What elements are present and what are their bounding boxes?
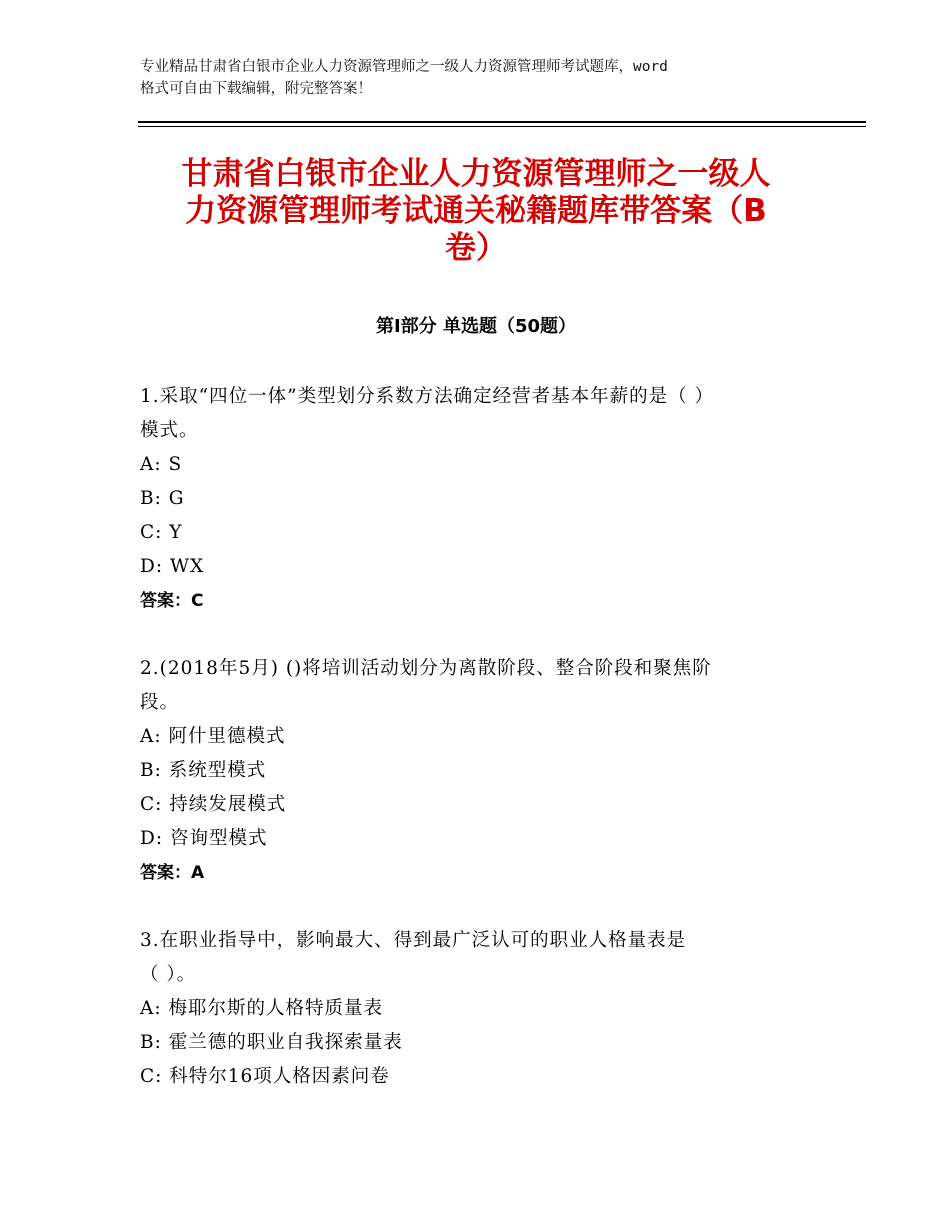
question-2 xyxy=(140,652,812,890)
option-c: C: 科特尔16项人格因素问卷 xyxy=(140,1066,390,1087)
document-title-line: 甘肃省白银市企业人力资源管理师之一级人 xyxy=(181,156,771,192)
question-stem xyxy=(140,380,812,448)
option-c: C: Y xyxy=(140,522,183,543)
header-note xyxy=(140,56,830,100)
question-stem-line: （ ）。 xyxy=(140,964,197,985)
question-stem xyxy=(140,652,812,720)
option-list xyxy=(140,992,812,1094)
answer: 答案：A xyxy=(140,863,205,883)
option-b: B: G xyxy=(140,488,185,509)
section-title: 第Ⅰ部分 单选题（50题） xyxy=(375,316,576,337)
header-divider-thick xyxy=(138,121,866,123)
option-a: A: 梅耶尔斯的人格特质量表 xyxy=(140,998,383,1019)
question-stem-line: 1.采取“四位一体”类型划分系数方法确定经营者基本年薪的是（ ） xyxy=(140,386,714,407)
question-stem-line: 模式。 xyxy=(140,420,199,441)
question-1 xyxy=(140,380,812,618)
option-list xyxy=(140,448,812,584)
document-title-line: 卷） xyxy=(445,230,507,266)
option-a: A: 阿什里德模式 xyxy=(140,726,286,747)
question-stem-line: 3.在职业指导中，影响最大、得到最广泛认可的职业人格量表是 xyxy=(140,930,687,951)
option-d: D: 咨询型模式 xyxy=(140,828,268,849)
question-stem-line: 2.(2018年5月) ()将培训活动划分为离散阶段、整合阶段和聚焦阶 xyxy=(140,658,712,679)
option-c: C: 持续发展模式 xyxy=(140,794,287,815)
header-note-line: 专业精品甘肃省白银市企业人力资源管理师之一级人力资源管理师考试题库，word xyxy=(140,59,668,75)
option-d: D: WX xyxy=(140,556,205,577)
option-a: A: S xyxy=(140,454,183,475)
header-note-line: 格式可自由下载编辑，附完整答案！ xyxy=(140,81,372,97)
document-title xyxy=(140,156,812,267)
question-stem-line: 段。 xyxy=(140,692,180,713)
answer: 答案：C xyxy=(140,591,204,611)
option-b: B: 系统型模式 xyxy=(140,760,267,781)
question-3 xyxy=(140,924,812,1094)
option-list xyxy=(140,720,812,856)
question-stem xyxy=(140,924,812,992)
question-list xyxy=(140,380,812,1128)
document-title-line: 力资源管理师考试通关秘籍题库带答案（B xyxy=(185,193,767,229)
option-b: B: 霍兰德的职业自我探索量表 xyxy=(140,1032,403,1053)
header-divider-thin xyxy=(138,126,866,127)
